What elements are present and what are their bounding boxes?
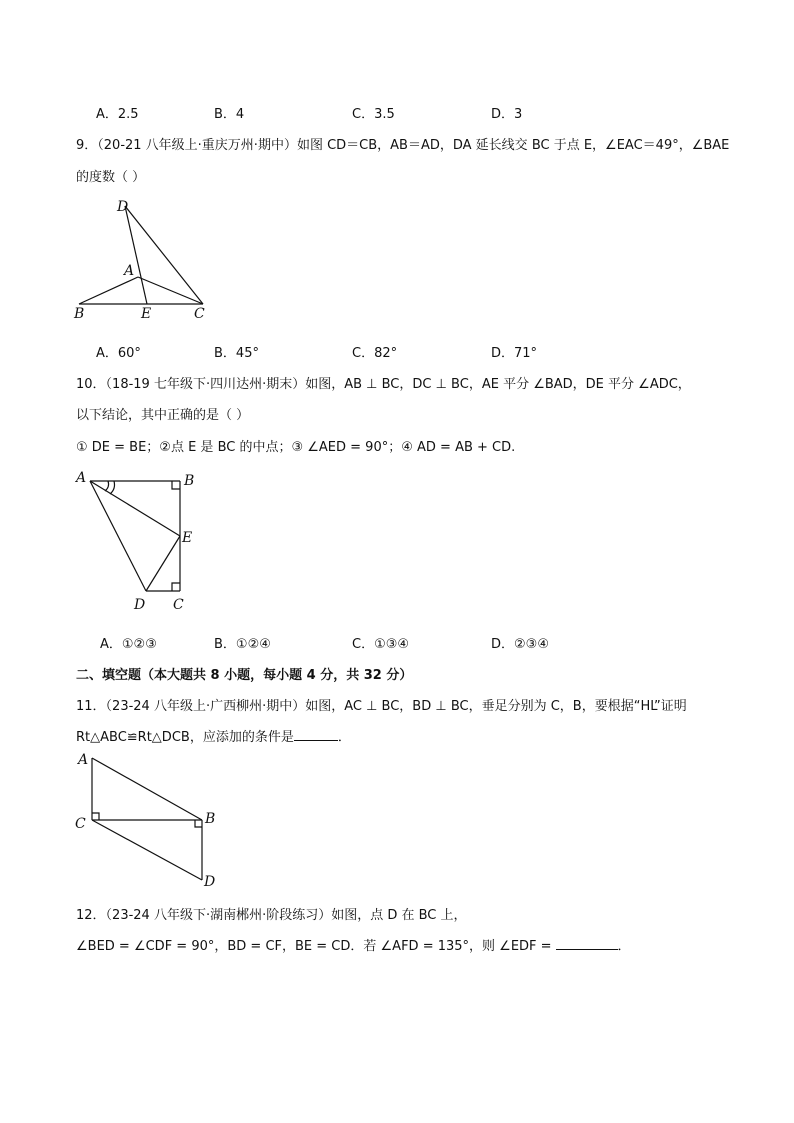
q10-option-b: B．①②④ (214, 637, 271, 652)
q12-stem-line2-end: ． (617, 939, 631, 954)
q9-label-c: C (194, 306, 205, 322)
q11-stem-line2-end: ． (337, 730, 351, 745)
q11-label-b: B (205, 811, 216, 827)
q12-stem-line2 (76, 935, 631, 954)
q10-option-a: A．①②③ (100, 637, 157, 652)
q8-option-d: D．3 (491, 107, 523, 122)
q10-label-e: E (182, 530, 193, 546)
q9-label-a: A (124, 263, 135, 279)
q10-conclusions: ① DE = BE；②点 E 是 BC 的中点；③ ∠AED = 90°；④ AD = AB + CD. (76, 440, 516, 455)
q9-stem-line2: 的度数（ ） (76, 170, 146, 185)
q9-label-d: D (117, 199, 129, 215)
q11-answer-blank[interactable] (294, 728, 338, 741)
q12-stem-line1: 12．（23-24 八年级下·湖南郴州·阶段练习）如图，点 D 在 BC 上， (76, 908, 467, 923)
q9-option-c: C．82° (352, 346, 398, 361)
q12-stem-line2-text: ∠BED = ∠CDF = 90°，BD = CF，BE = CD．若 ∠AFD = 135°，则 ∠EDF = (76, 939, 552, 954)
q11-label-c: C (75, 816, 86, 832)
q8-option-c: C．3.5 (352, 107, 395, 122)
q10-label-c: C (173, 597, 184, 613)
q10-option-d: D．②③④ (491, 637, 549, 652)
q9-figure (70, 195, 230, 325)
q9-label-b: B (74, 306, 85, 322)
section-2-title: 二、填空题（本大题共 8 小题，每小题 4 分，共 32 分） (76, 668, 413, 683)
q11-stem-line2 (76, 726, 351, 745)
q9-option-b: B．45° (214, 346, 259, 361)
q11-stem-line2-text: Rt△ABC≌Rt△DCB，应添加的条件是 (76, 730, 294, 745)
q8-option-a: A．2.5 (96, 107, 139, 122)
q11-figure (70, 750, 220, 890)
q10-option-c: C．①③④ (352, 637, 410, 652)
q10-label-d: D (134, 597, 146, 613)
q10-label-a: A (76, 470, 87, 486)
q9-option-a: A．60° (96, 346, 141, 361)
q10-label-b: B (184, 473, 195, 489)
q12-answer-blank[interactable] (556, 937, 618, 950)
q11-label-d: D (204, 874, 216, 890)
q9-option-d: D．71° (491, 346, 538, 361)
q11-stem-line1: 11．（23-24 八年级上·广西柳州·期中）如图，AC ⊥ BC，BD ⊥ BC，垂足分别为 C，B，要根据“HL”证明 (76, 699, 687, 714)
q8-option-b: B．4 (214, 107, 245, 122)
q10-stem-line1: 10．（18-19 七年级下·四川达州·期末）如图，AB ⊥ BC，DC ⊥ BC，AE 平分 ∠BAD，DE 平分 ∠ADC， (76, 377, 691, 392)
q9-stem-line1: 9．（20-21 八年级上·重庆万州·期中）如图 CD＝CB，AB＝AD，DA 延长线交 BC 于点 E，∠EAC＝49°，∠BAE (76, 138, 730, 153)
q11-label-a: A (78, 752, 89, 768)
q10-figure (70, 465, 210, 615)
q9-label-e: E (141, 306, 152, 322)
q10-stem-line2: 以下结论，其中正确的是（ ） (76, 408, 250, 423)
